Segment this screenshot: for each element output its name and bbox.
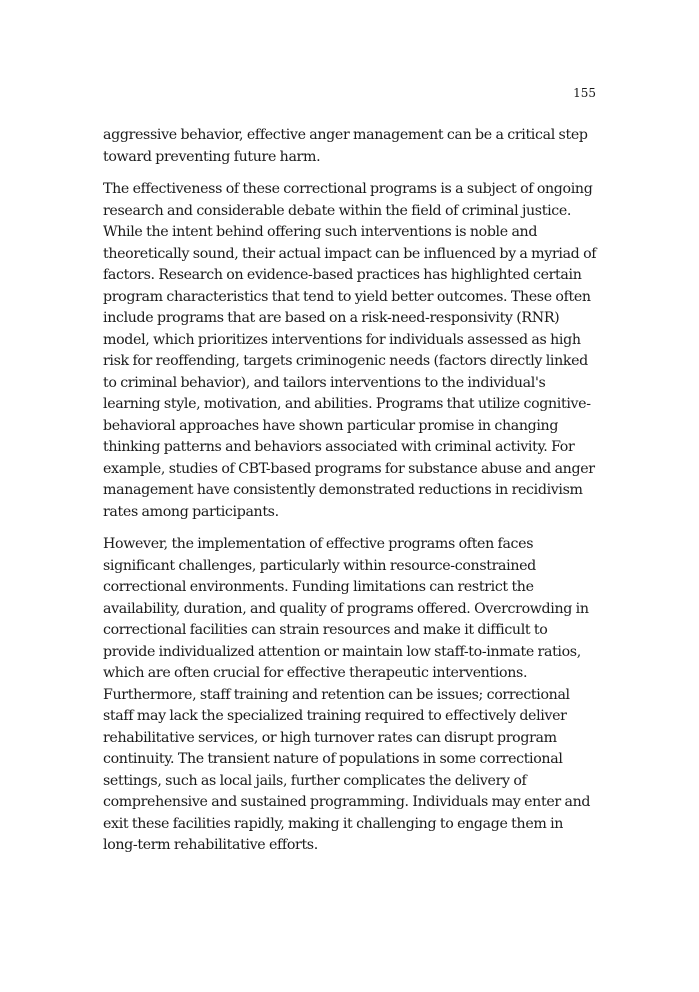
paragraph-program-effectiveness: The effectiveness of these correctional programs is a subject of ongoing research and considerable debate within the field of criminal justice. While the intent behind offering such interventions is noble and theoretically sound, their actual impact can be influenced by a myriad of factors. Research on evidence-based practices has highlighted certain program characteristics that tend to yield better outcomes. These often include programs that are based on a risk-need-responsivity (RNR) model, which prioritizes interventions for individuals assessed as high risk for reoffending, targets criminogenic needs (factors directly linked to criminal behavior), and tailors interventions to the individual's learning style, motivation, and abilities. Programs that utilize cognitive-behavioral approaches have shown particular promise in changing thinking patterns and behaviors associated with criminal activity. For example, studies of CBT-based programs for substance abuse and anger management have consistently demonstrated reductions in recidivism rates among participants. xyxy=(103,181,597,520)
paragraph-implementation-challenges: However, the implementation of effective programs often faces significant challenges, particularly within resource-constrained correctional environments. Funding limitations can restrict the availability, duration, and quality of programs offered. Overcrowding in correctional facilities can strain resources and make it difficult to provide individualized attention or maintain low staff-to-inmate ratios, which are often crucial for effective therapeutic interventions. Furthermore, staff training and retention can be issues; correctional staff may lack the specialized training required to effectively deliver rehabilitative services, or high turnover rates can disrupt program continuity. The transient nature of populations in some correctional settings, such as local jails, further complicates the delivery of comprehensive and sustained programming. Individuals may enter and exit these facilities rapidly, making it challenging to engage them in long-term rehabilitative efforts. xyxy=(103,536,591,853)
paragraph-continuation: aggressive behavior, effective anger management can be a critical step toward preventing future harm. xyxy=(103,127,588,165)
page-number: 155 xyxy=(573,86,596,100)
page-body xyxy=(103,125,600,868)
